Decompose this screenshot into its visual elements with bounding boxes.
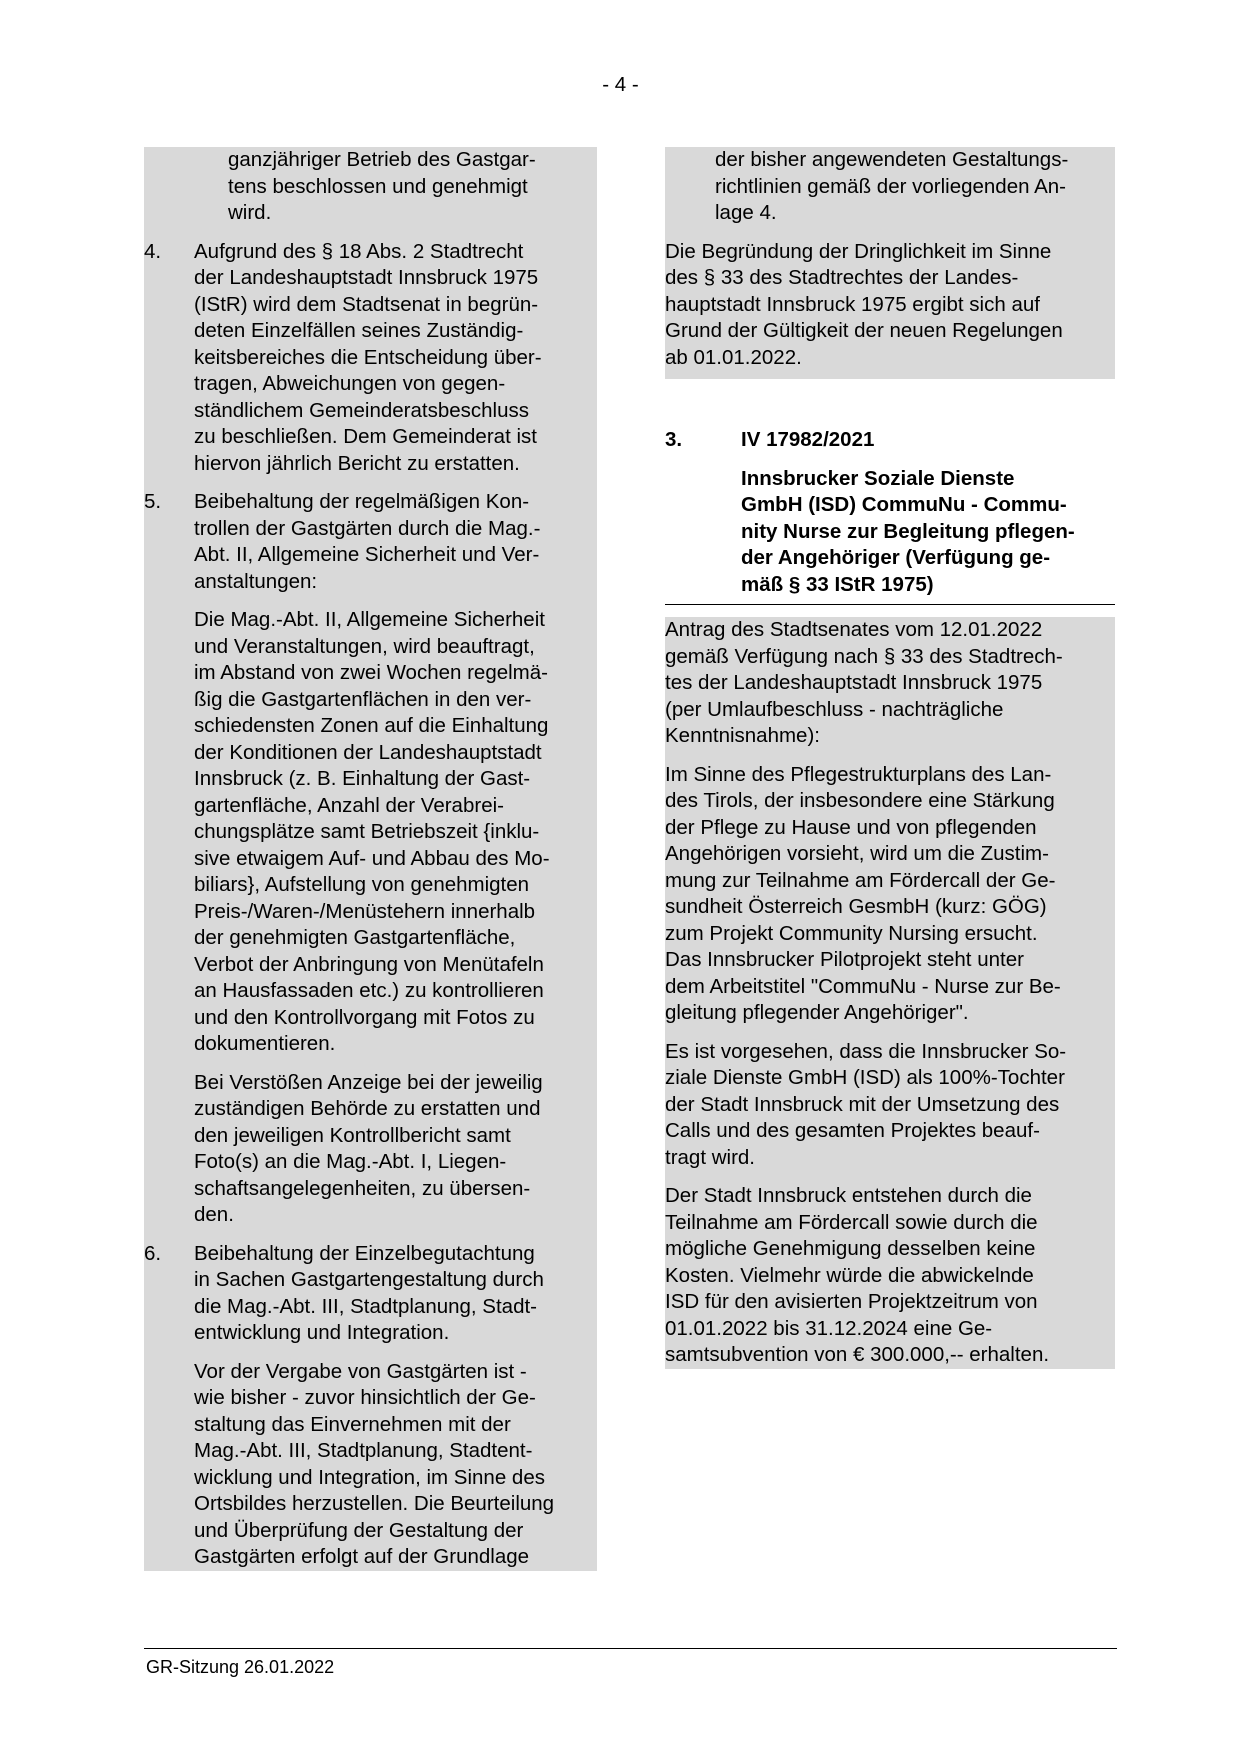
list-number: 4.: [144, 239, 162, 263]
list-item-6: [144, 1241, 597, 1571]
list-number: 6.: [144, 1241, 162, 1265]
motion-paragraph-1: Im Sinne des Pflegestrukturplans des Lan- des Tirols, der insbesondere eine Stärkung der Pflege zu Hause und von pflegenden Angehörigen vorsieht, wird um die Zustim- mung zur Teilnahme am Fördercall der Ge- sundheit Österreich GesmbH (kurz: GÖG) zum Projekt Community Nursing ersucht. Das Innsbrucker Pilotprojekt steht unter dem Arbeitstitel "CommuNu - Nurse zur Be- gleitung pflegender Angehöriger".: [665, 762, 1061, 1024]
footer-divider: [144, 1648, 1117, 1649]
motion-paragraph-3: Der Stadt Innsbruck entstehen durch die Teilnahme am Fördercall sowie durch die mögliche Genehmigung desselben keine Kosten. Vielmehr würde die abwickelnde ISD für den avisierten Projektzeitrum von 01.01.2022 bis 31.12.2024 eine Ge- samtsubvention von € 300.000,-- erhalten.: [665, 1184, 1050, 1366]
urgency-justification: Die Begründung der Dringlichkeit im Sinne des § 33 des Stadtrechtes der Landes- hauptstadt Innsbruck 1975 ergibt sich auf Grund der Gültigkeit der neuen Regelungen ab 01.01.2022.: [665, 239, 1063, 369]
motion-intro: Antrag des Stadtsenates vom 12.01.2022 gemäß Verfügung nach § 33 des Stadtrech- tes der Landeshauptstadt Innsbruck 1975 (per Umlaufbeschluss - nachträgliche Kenntnisnahme):: [665, 618, 1063, 747]
agenda-code: IV 17982/2021: [741, 428, 875, 451]
agenda-item-header: [665, 427, 1115, 454]
right-intro-block: [665, 147, 1115, 379]
footer-text: GR-Sitzung 26.01.2022: [146, 1657, 335, 1677]
agenda-item-3: [665, 427, 1115, 605]
right-column: [665, 147, 1115, 1369]
motion-paragraph-2: Es ist vorgesehen, dass die Innsbrucker So- ziale Dienste GmbH (ISD) als 100%-Tochter der Stadt Innsbruck mit der Umsetzung des Calls und des gesamten Projektes beauf- tragt wird.: [665, 1039, 1067, 1169]
right-intro-text: der bisher angewendeten Gestaltungs- richtlinien gemäß der vorliegenden An- lage 4.: [715, 148, 1069, 224]
agenda-number: 3.: [665, 428, 683, 451]
list-item-5: [144, 489, 597, 1229]
left-column: [144, 147, 597, 1571]
list-item-4: [144, 239, 597, 478]
list-item-text: Beibehaltung der Einzelbegutachtung in Sachen Gastgartengestaltung durch die Mag.-Abt. III, Stadtplanung, Stadt- entwicklung und Integration. Vor der Vergabe von Gastgärten ist - wie bisher - zuvor hinsichtlich der Ge- staltung das Einvernehmen mit der Mag.-Abt. III, Stadtplanung, Stadtent- wicklung und Integration, im Sinne des Ortsbildes herzustellen. Die Beurteilung und Überprüfung der Gestaltung der Gastgärten erfolgt auf der Grundlage: [194, 1241, 555, 1568]
page-number: - 4 -: [602, 73, 639, 96]
list-item-text: Aufgrund des § 18 Abs. 2 Stadtrecht der Landeshauptstadt Innsbruck 1975 (IStR) wird dem Stadtsenat in begrün- deten Einzelfällen seines Zuständig- keitsbereiches die Entscheidung über- tragen, Abweichungen von gegen- ständlichem Gemeinderatsbeschluss zu beschließen. Dem Gemeinderat ist hiervon jährlich Bericht zu erstatten.: [194, 239, 542, 475]
intro-block: [144, 147, 597, 1571]
motion-block: [665, 617, 1115, 1369]
list-number: 5.: [144, 490, 162, 513]
intro-text: ganzjähriger Betrieb des Gastgar- tens beschlossen und genehmigt wird.: [228, 148, 536, 224]
agenda-title: Innsbrucker Soziale Dienste GmbH (ISD) CommuNu - Commu- nity Nurse zur Begleitung pflegen- der Angehöriger (Verfügung ge- mäß § 33 IStR 1975): [741, 466, 1075, 596]
list-item-text: Beibehaltung der regelmäßigen Kon- trollen der Gastgärten durch die Mag.- Abt. II, Allgemeine Sicherheit und Ver- anstaltungen: Die Mag.-Abt. II, Allgemeine Sicherheit und Veranstaltungen, wird beauftragt, im Abstand von zwei Wochen regelmä- ßig die Gastgartenflächen in den ver- schiedensten Zonen auf die Einhaltung der Konditionen der Landeshauptstadt Innsbruck (z. B. Einhaltung der Gast- gartenfläche, Anzahl der Verabrei- chungsplätze samt Betriebszeit {inklu- sive etwaigem Auf- und Abbau des Mo- biliars}, Aufstellung von genehmigten Preis-/Waren-/Menüstehern innerhalb der genehmigten Gastgartenfläche, Verbot der Anbringung von Menütafeln an Hausfassaden etc.) zu kontrollieren und den Kontrollvorgang mit Fotos zu dokumentieren. Bei Verstößen Anzeige bei der jeweilig zuständigen Behörde zu erstatten und den jeweiligen Kontrollbericht samt Foto(s) an die Mag.-Abt. I, Liegen- schaftsangelegenheiten, zu übersen- den.: [194, 490, 550, 1226]
